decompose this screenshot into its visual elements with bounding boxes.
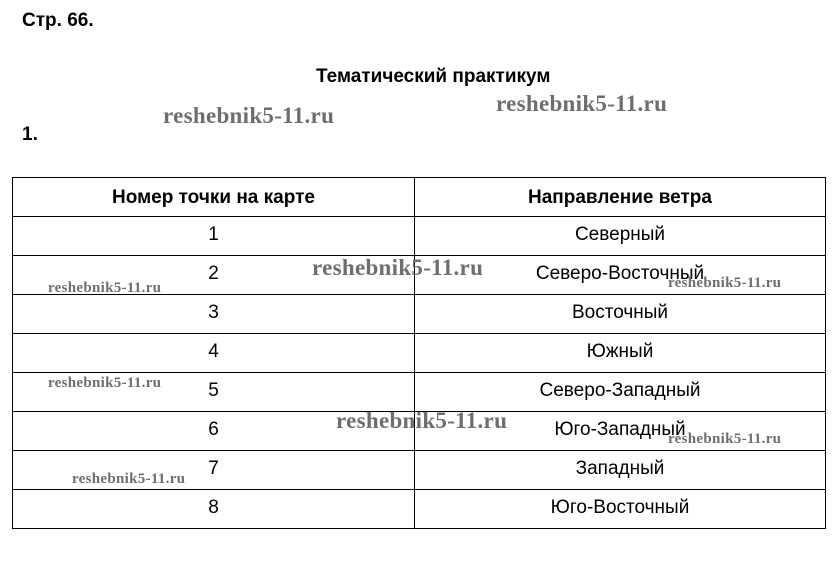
watermark: reshebnik5-11.ru: [72, 471, 186, 487]
wind-direction-cell: Северо-Западный: [415, 373, 826, 412]
watermark: reshebnik5-11.ru: [496, 91, 668, 116]
point-number-cell: 5: [13, 373, 415, 412]
header-wind-direction: Направление ветра: [415, 178, 826, 217]
wind-direction-cell: Северный: [415, 217, 826, 256]
point-number-cell: 6: [13, 412, 415, 451]
section-title: Тематический практикум: [316, 66, 551, 87]
watermark: reshebnik5-11.ru: [668, 275, 782, 291]
task-number: 1.: [22, 124, 38, 145]
wind-direction-cell: Северо-Восточный: [415, 256, 826, 295]
wind-direction-cell: Южный: [415, 334, 826, 373]
wind-direction-cell: Юго-Западный: [415, 412, 826, 451]
table-row: [13, 490, 826, 529]
wind-direction-cell: Юго-Восточный: [415, 490, 826, 529]
wind-direction-cell: Западный: [415, 451, 826, 490]
point-number-cell: 7: [13, 451, 415, 490]
watermark: reshebnik5-11.ru: [668, 431, 782, 447]
point-number-cell: 2: [13, 256, 415, 295]
table-row: [13, 334, 826, 373]
watermark: reshebnik5-11.ru: [48, 375, 162, 391]
header-point-number: Номер точки на карте: [13, 178, 415, 217]
point-number-cell: 1: [13, 217, 415, 256]
watermark: reshebnik5-11.ru: [336, 408, 508, 433]
watermark: reshebnik5-11.ru: [163, 103, 335, 128]
table-row: [13, 217, 826, 256]
table-row: [13, 295, 826, 334]
table-header-row: [13, 178, 826, 217]
page-number: Стр. 66.: [22, 10, 94, 31]
wind-direction-cell: Восточный: [415, 295, 826, 334]
point-number-cell: 4: [13, 334, 415, 373]
point-number-cell: 3: [13, 295, 415, 334]
watermark: reshebnik5-11.ru: [48, 280, 162, 296]
watermark: reshebnik5-11.ru: [312, 255, 484, 280]
point-number-cell: 8: [13, 490, 415, 529]
